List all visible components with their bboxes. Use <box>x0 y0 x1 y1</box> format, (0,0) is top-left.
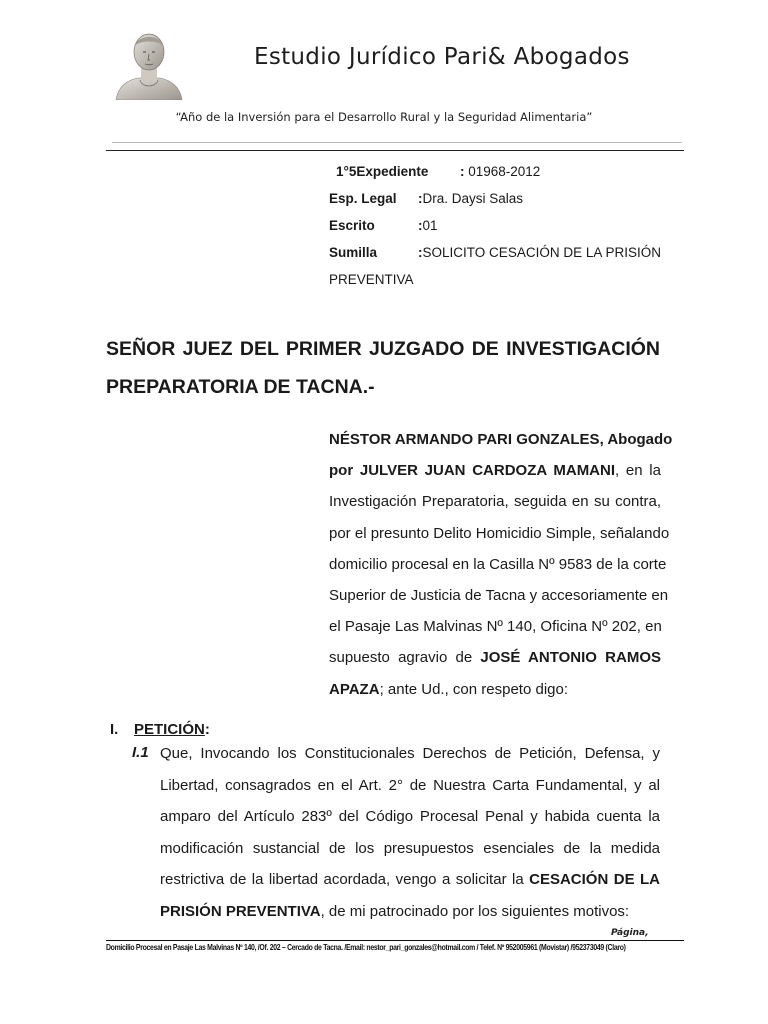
intro-bold: por JULVER JUAN CARDOZA MAMANI <box>329 462 616 480</box>
case-row-sumilla <box>329 239 661 266</box>
case-colon: : <box>418 245 423 260</box>
petition-line <box>160 864 660 896</box>
case-label: Sumilla <box>329 245 378 260</box>
case-row-escrito <box>329 212 661 239</box>
section-number: I. <box>110 721 119 738</box>
case-label: Escrito <box>329 218 375 233</box>
firm-name: Estudio Jurídico Pari& Abogados <box>254 44 630 70</box>
case-label: Esp. Legal <box>329 191 397 206</box>
petition-line: Libertad, consagrados en el Art. 2° de Nuestra Carta Fundamental, y al <box>160 776 660 794</box>
case-value: Dra. Daysi Salas <box>422 191 524 206</box>
case-value: 01968-2012 <box>464 164 541 179</box>
sumilla-continuation: PREVENTIVA <box>329 272 414 287</box>
addressee <box>106 330 660 406</box>
section-title: PETICIÓN <box>134 721 205 738</box>
intro-line: Investigación Preparatoria, seguida en su contra, <box>329 493 661 511</box>
case-separator <box>460 158 540 185</box>
case-separator <box>418 185 523 212</box>
petition-line: amparo del Artículo 283º del Código Procesal Penal y habida cuenta la <box>160 808 660 826</box>
case-separator <box>418 239 661 266</box>
item-number: I.1 <box>132 744 149 761</box>
petition-bold: PRISIÓN PREVENTIVA <box>160 902 321 920</box>
case-row-expediente <box>329 158 661 185</box>
petition-text: , de mi patrocinado por los siguientes motivos: <box>320 902 630 920</box>
case-row-esp-legal <box>329 185 661 212</box>
petition-paragraph <box>160 738 660 928</box>
intro-paragraph <box>329 424 673 705</box>
addressee-line: SEÑOR JUEZ DEL PRIMER JUZGADO DE INVESTIGACIÓN <box>106 338 660 360</box>
case-colon: : <box>418 218 423 233</box>
header-divider <box>106 150 684 151</box>
intro-line: domicilio procesal en la Casilla Nº 9583 de la corte <box>329 555 667 573</box>
intro-line: por el presunto Delito Homicidio Simple, señalando <box>329 524 670 542</box>
intro-bold: APAZA <box>329 680 380 698</box>
intro-line <box>329 642 661 673</box>
bust-portrait-icon <box>110 28 188 100</box>
year-motto: “Año de la Inversión para el Desarrollo Rural y la Seguridad Alimentaria” <box>175 110 593 124</box>
petition-line <box>160 896 660 928</box>
section-colon: : <box>204 721 210 738</box>
petition-bold: CESACIÓN DE LA <box>529 871 661 889</box>
case-colon: : <box>460 164 465 179</box>
case-label: 1°5Expediente <box>336 164 429 179</box>
intro-line: Superior de Justicia de Tacna y accesoriamente en <box>329 587 669 605</box>
petition-line: Que, Invocando los Constitucionales Derechos de Petición, Defensa, y <box>160 745 660 762</box>
intro-bold: JOSÉ ANTONIO RAMOS <box>480 649 661 667</box>
intro-text: ; ante Ud., con respeto digo: <box>379 680 569 698</box>
intro-bold: NÉSTOR ARMANDO PARI GONZALES, Abogado <box>329 431 673 448</box>
petition-text: restrictiva de la libertad acordada, vengo a solicitar la <box>160 871 530 889</box>
intro-text: supuesto agravio de <box>329 649 481 667</box>
case-info <box>329 158 661 294</box>
footer-address: Domicilio Procesal en Pasaje Las Malvinas Nº 140, /Of. 202 – Cercado de Tacna. /Email: nestor_pari_gonzales@hotmail.com / Telef. Nº 952005961 (Movistar) /952373049 (Claro) <box>106 943 626 952</box>
intro-line <box>329 674 661 705</box>
intro-line: el Pasaje Las Malvinas Nº 140, Oficina Nº 202, en <box>329 618 662 636</box>
petition-line: modificación sustancial de los presupuestos esenciales de la medida <box>160 839 660 857</box>
case-value: SOLICITO CESACIÓN DE LA PRISIÓN <box>422 245 661 260</box>
header-divider-light <box>112 142 682 143</box>
intro-line <box>329 455 661 486</box>
intro-text: , en la <box>615 462 661 480</box>
case-value: 01 <box>422 218 438 233</box>
section-heading <box>110 721 210 738</box>
footer-divider <box>106 940 684 941</box>
addressee-line: PREPARATORIA DE TACNA.- <box>106 376 375 398</box>
case-separator <box>418 212 438 239</box>
intro-line <box>329 424 673 455</box>
page-label: Página, <box>611 928 649 938</box>
case-colon: : <box>418 191 423 206</box>
